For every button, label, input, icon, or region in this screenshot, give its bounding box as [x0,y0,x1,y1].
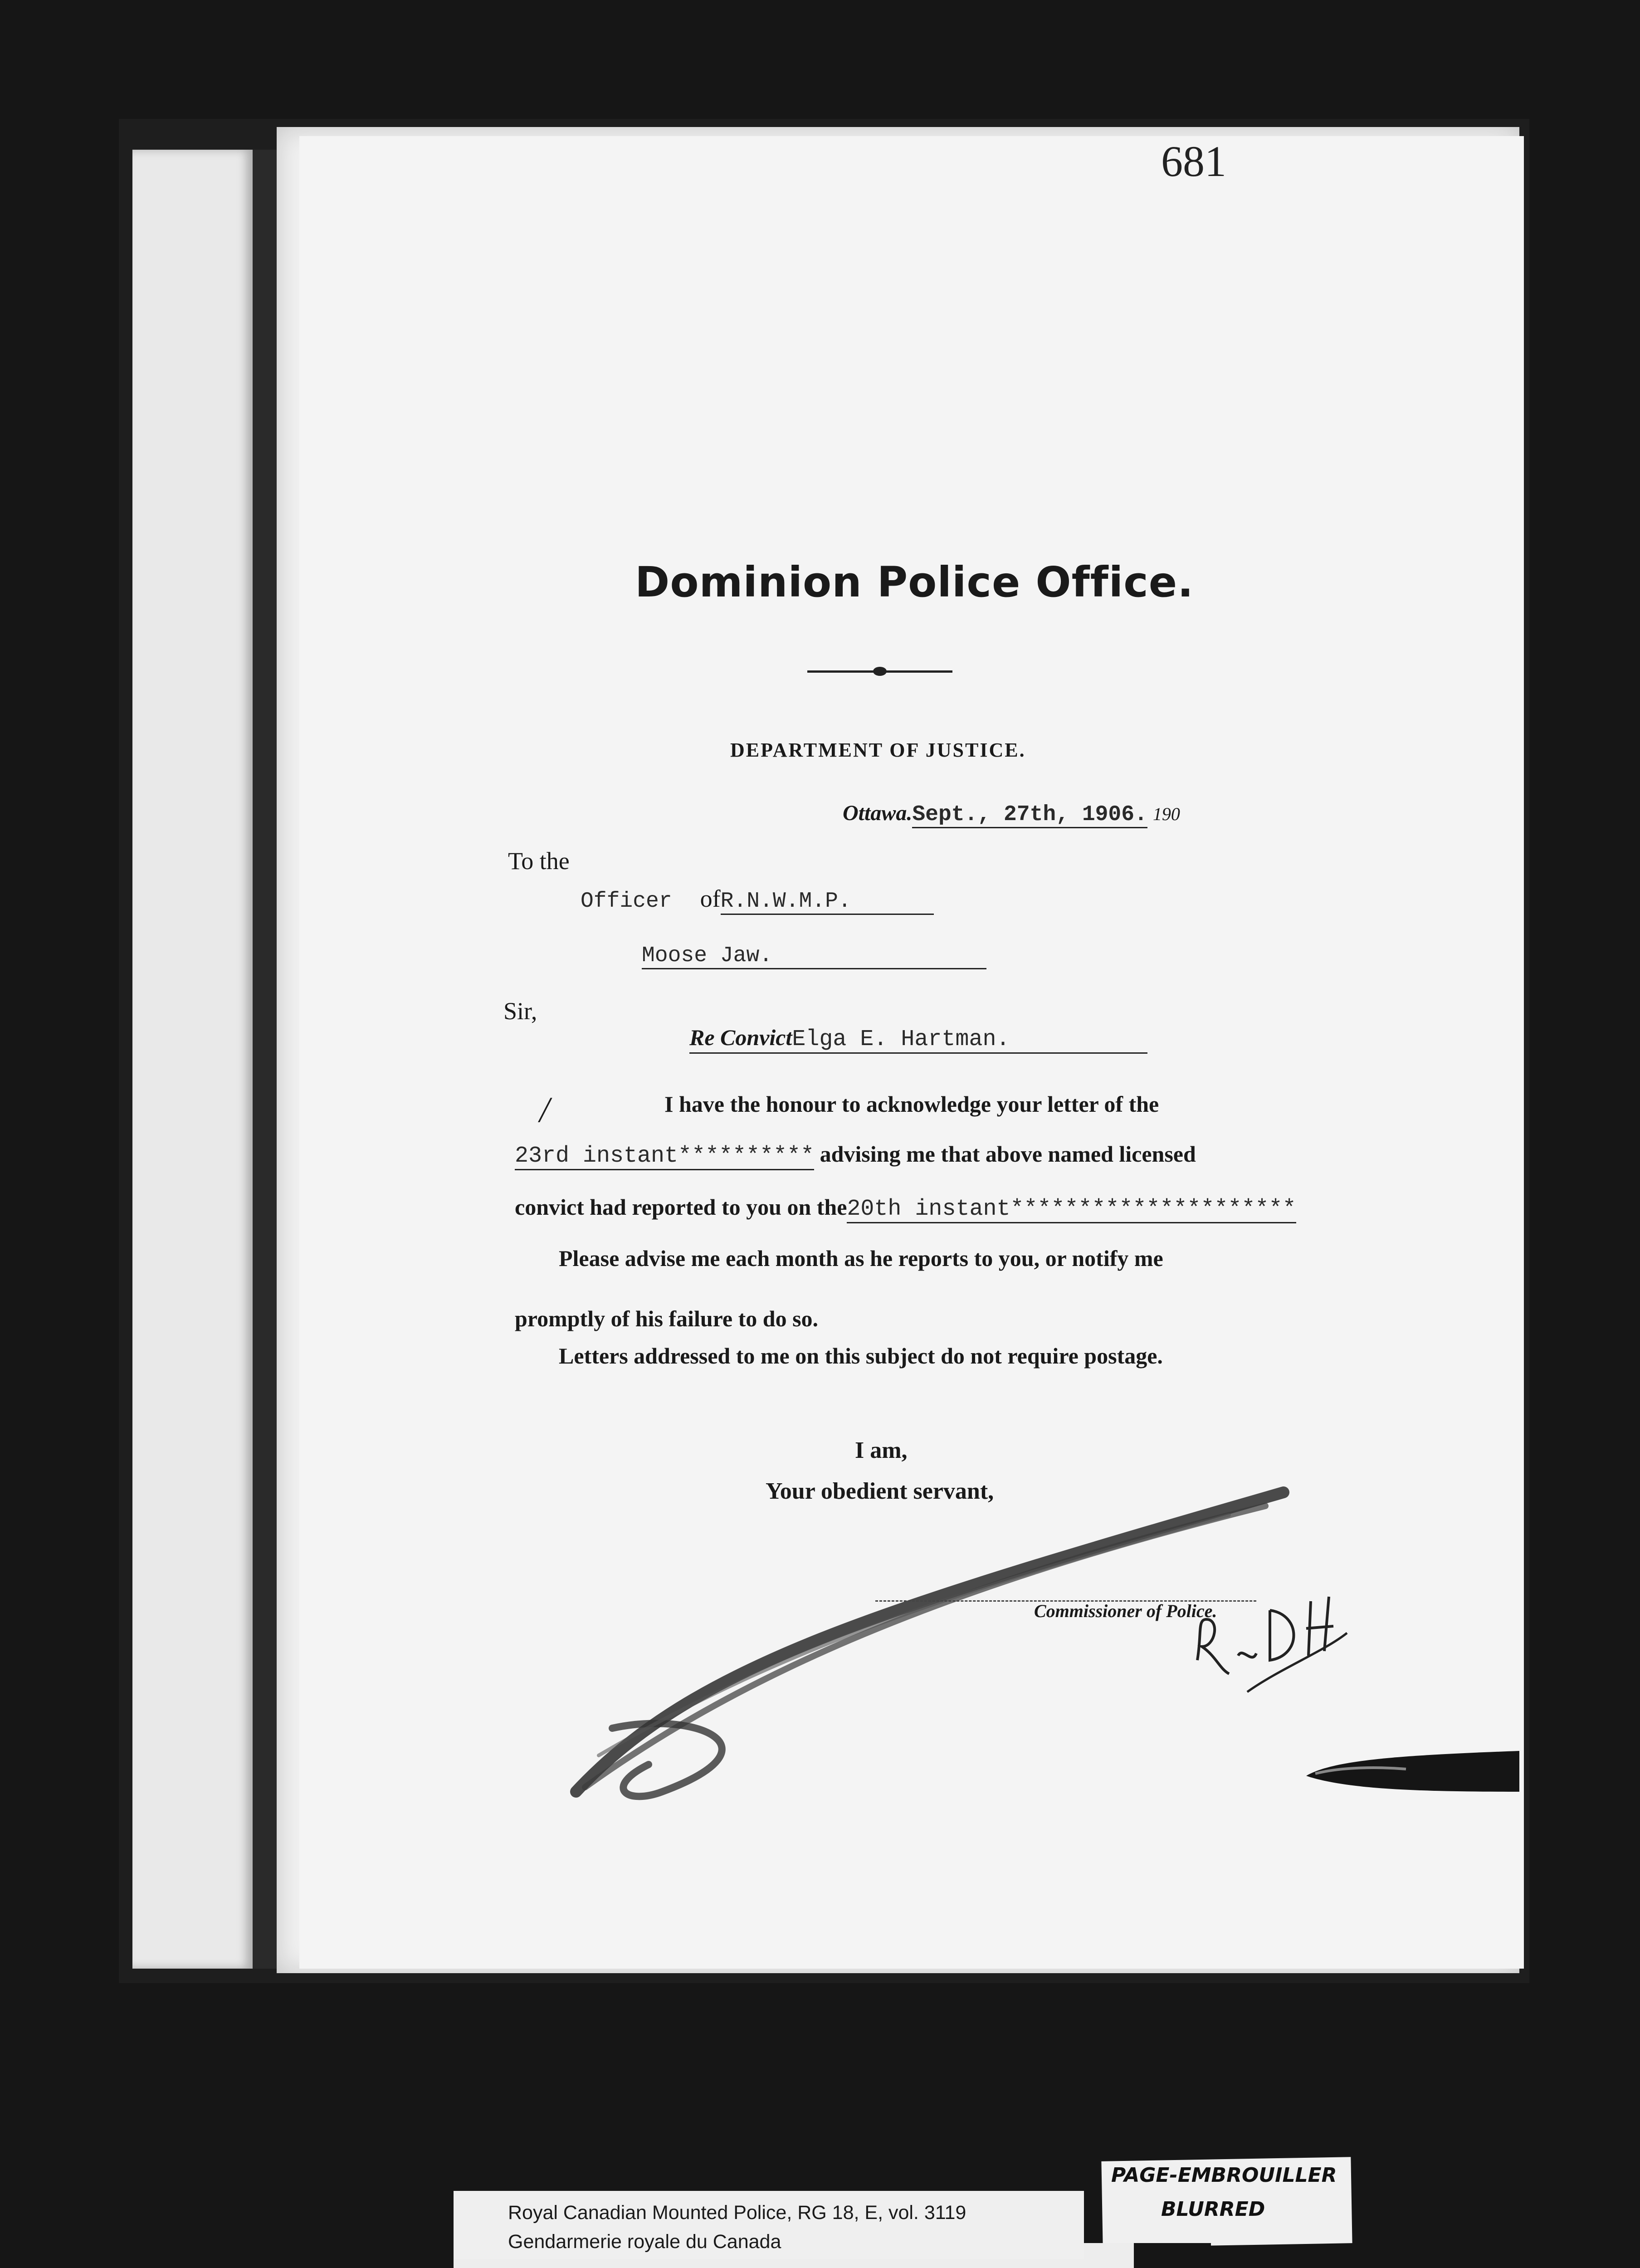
body-line-6: Letters addressed to me on this subject do not require postage. [559,1343,1163,1369]
signature-title: Commissioner of Police. [1034,1601,1217,1621]
body-line-3 [515,1194,1296,1222]
body-typed-date-1: 23rd instant********** [515,1143,814,1170]
body-line-5: promptly of his failure to do so. [515,1306,819,1331]
pen-tip [1306,1742,1519,1810]
addressee-location: Moose Jaw. [642,943,986,969]
addressee-organization: R.N.W.M.P. [721,889,934,915]
handwritten-initials [1188,1569,1352,1701]
dateline-date: Sept., 27th, 1906. [912,802,1147,828]
addressee-label: To the [508,847,570,875]
letterhead-title: Dominion Police Office. [635,558,1194,606]
addressee-of-label: of [700,885,721,912]
dateline-city: Ottawa. [843,801,913,825]
body-line-4: Please advise me each month as he reports to you, or notify me [559,1246,1163,1271]
salutation: Sir, [503,997,537,1025]
archive-card-notch-right [1134,2243,1211,2268]
backing-sheet-edge [132,150,253,1969]
addressee-officer: Officer [581,889,672,914]
closing-line-1: I am, [855,1437,908,1463]
reference-name: Elga E. Hartman. [792,1026,1010,1052]
body-line-2-text: advising me that above named licensed [820,1141,1196,1167]
title-rule-ornament [873,667,887,676]
reference-line [689,1024,1147,1054]
handwritten-note-line-1: PAGE-EMBROUILLER [1111,2164,1337,2187]
body-typed-date-2: 20th instant********************* [847,1196,1296,1223]
dateline [843,801,1180,827]
body-line-2 [515,1141,1196,1169]
closing-line-2: Your obedient servant, [766,1478,994,1504]
tick-mark-icon: ╱ [539,1099,552,1122]
department-heading: DEPARTMENT OF JUSTICE. [730,739,1026,761]
folio-number: 681 [1161,137,1226,186]
reference-label: Re Convict [689,1025,792,1050]
archive-card-notch-left [376,2243,454,2268]
addressee-officer-line [581,885,934,915]
handwritten-note-line-2: BLURRED [1161,2198,1265,2221]
dateline-year-prefix: 190 [1152,804,1180,824]
caption-line-1: Royal Canadian Mounted Police, RG 18, E, vol. 3119 [508,2202,966,2224]
body-line-3-text: convict had reported to you on the [515,1194,847,1220]
body-line-1: I have the honour to acknowledge your letter of the [664,1091,1159,1117]
caption-line-2: Gendarmerie royale du Canada [508,2231,781,2253]
